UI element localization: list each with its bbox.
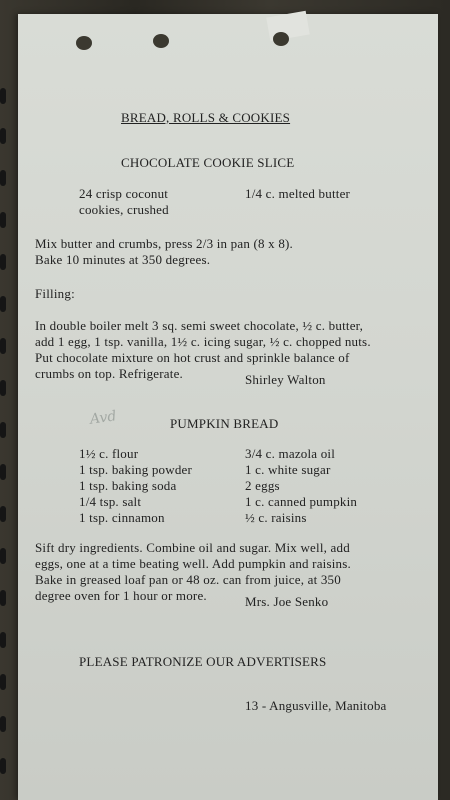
instruction-line: eggs, one at a time beating well. Add pumpkin and raisins. [35,556,351,571]
ingredient: 2 eggs [245,478,280,493]
instruction-line: In double boiler melt 3 sq. semi sweet chocolate, ½ c. butter, [35,318,364,333]
ingredient: 1/4 c. melted butter [245,186,351,201]
recipe-author: Mrs. Joe Senko [245,594,329,609]
ingredient: 1 tsp. cinnamon [79,510,165,525]
handwritten-mark: Avd [89,408,118,428]
instruction-line: Bake 10 minutes at 350 degrees. [35,252,211,267]
binding-ring [0,338,6,354]
ingredient: 3/4 c. mazola oil [245,446,336,461]
binding-ring [0,716,6,732]
instruction-line: Put chocolate mixture on hot crust and sprinkle balance of [35,350,350,365]
binding-ring [0,674,6,690]
binding-ring [0,296,6,312]
binding-ring [0,128,6,144]
binding-ring [0,212,6,228]
ingredient: 1/4 tsp. salt [79,494,142,509]
binding-ring [0,170,6,186]
recipe-title: PUMPKIN BREAD [170,416,279,431]
recipe-author: Shirley Walton [245,372,326,387]
binding-ring [0,380,6,396]
punch-hole [153,34,169,48]
ingredient: 1 tsp. baking powder [79,462,193,477]
instruction-line: Sift dry ingredients. Combine oil and sugar. Mix well, add [35,540,350,555]
binding-ring [0,254,6,270]
advertisers-notice: PLEASE PATRONIZE OUR ADVERTISERS [79,654,327,669]
filling-label: Filling: [35,286,75,301]
punch-hole [76,36,92,50]
binding-ring [0,758,6,774]
binding-ring [0,506,6,522]
instruction-line: add 1 egg, 1 tsp. vanilla, 1½ c. icing sugar, ½ c. chopped nuts. [35,334,371,349]
ingredient: 1 c. canned pumpkin [245,494,358,509]
ingredient: 1 c. white sugar [245,462,331,477]
punch-hole [273,32,289,46]
ingredient: 1½ c. flour [79,446,139,461]
ingredient: cookies, crushed [79,202,169,217]
binding-ring [0,422,6,438]
section-title: BREAD, ROLLS & COOKIES [121,110,291,125]
instruction-line: Mix butter and crumbs, press 2/3 in pan (8 x 8). [35,236,294,251]
binding-ring [0,632,6,648]
binding-ring [0,590,6,606]
recipe-title: CHOCOLATE COOKIE SLICE [121,155,295,170]
instruction-line: Bake in greased loaf pan or 48 oz. can from juice, at 350 [35,572,341,587]
instruction-line: degree oven for 1 hour or more. [35,588,207,603]
binding-ring [0,88,6,104]
cookbook-page [18,14,438,800]
instruction-line: crumbs on top. Refrigerate. [35,366,183,381]
binding-ring [0,548,6,564]
ingredient: 24 crisp coconut [79,186,169,201]
ingredient: ½ c. raisins [245,510,307,525]
ingredient: 1 tsp. baking soda [79,478,177,493]
binding-ring [0,464,6,480]
page-footer: 13 - Angusville, Manitoba [245,698,387,713]
